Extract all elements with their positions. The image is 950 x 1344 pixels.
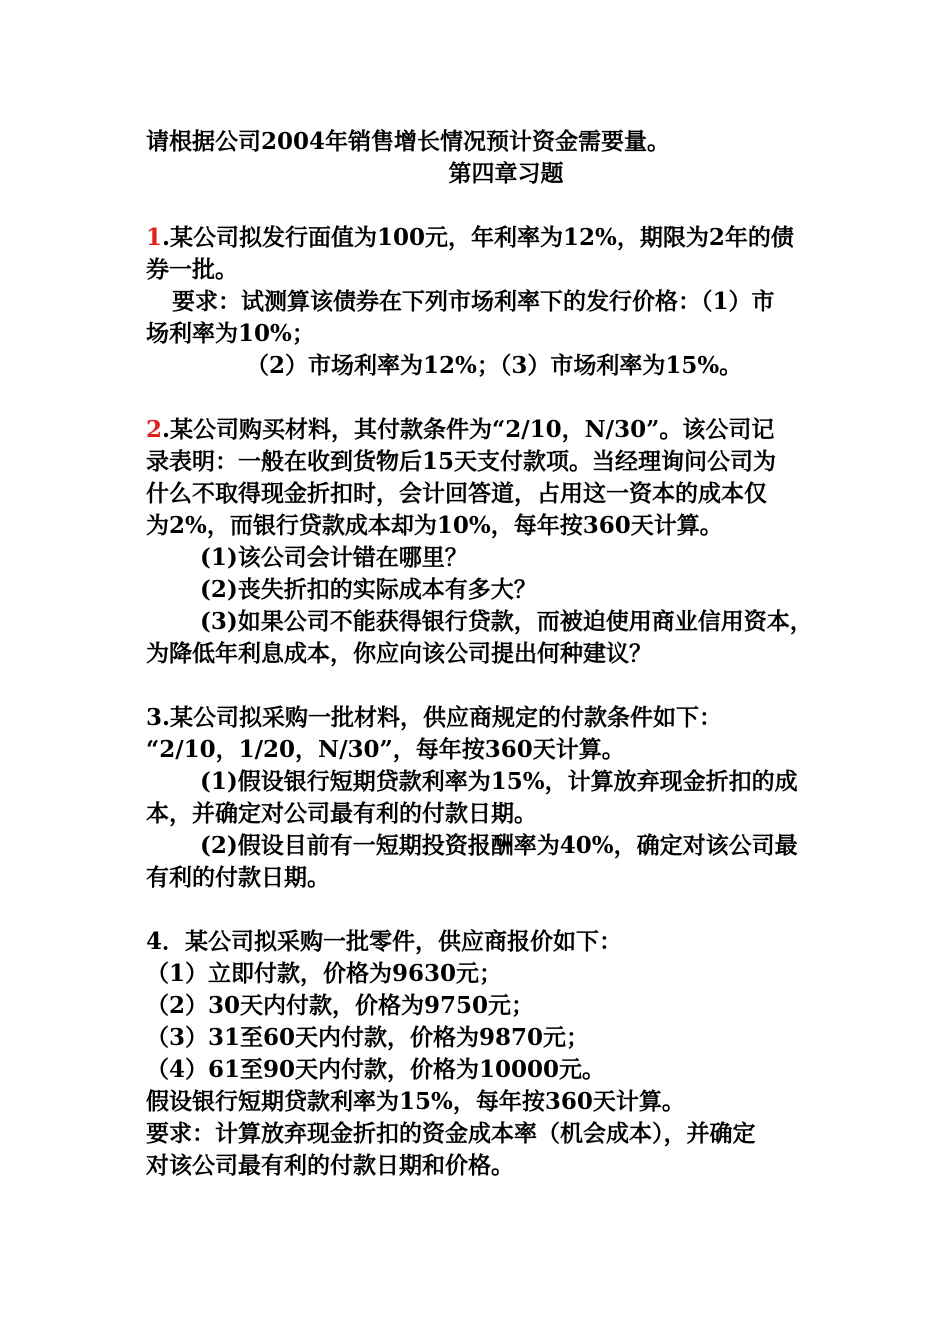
q1-line-3: 要求：试测算该债券在下列市场利率下的发行价格：（1）市 xyxy=(172,288,775,315)
q2-number: 2 xyxy=(146,416,163,443)
q3-line-5: (2)假设目前有一短期投资报酬率为40%，确定对该公司最 xyxy=(200,832,798,859)
q3-line-6: 有利的付款日期。 xyxy=(146,864,330,891)
q3-line-1: 3.某公司拟采购一批材料，供应商规定的付款条件如下： xyxy=(146,704,723,731)
q1-line-2: 券一批。 xyxy=(146,256,238,283)
q3-line-3: (1)假设银行短期贷款利率为15%，计算放弃现金折扣的成 xyxy=(200,768,798,795)
q1-line-4: 场利率为10%； xyxy=(146,320,315,347)
q4-line-2: （1）立即付款，价格为9630元； xyxy=(146,960,503,987)
q4-line-4: （3）31至60天内付款，价格为9870元； xyxy=(146,1024,590,1051)
spacer xyxy=(146,190,866,222)
q1-number: 1 xyxy=(146,224,163,251)
q4-line-5: （4）61至90天内付款，价格为10000元。 xyxy=(146,1056,606,1083)
q4-line-7: 要求：计算放弃现金折扣的资金成本率（机会成本），并确定 xyxy=(146,1120,756,1147)
q4-line-3: （2）30天内付款，价格为9750元； xyxy=(146,992,535,1019)
q2-line-2: 录表明：一般在收到货物后15天支付款项。当经理询问公司为 xyxy=(146,448,777,475)
q2-text-1: .某公司购买材料，其付款条件为“2/10，N/30”。该公司记 xyxy=(162,416,775,443)
spacer xyxy=(146,670,866,702)
q4-line-1: 4．某公司拟采购一批零件，供应商报价如下： xyxy=(146,928,623,955)
q2-line-4: 为2%，而银行贷款成本却为10%，每年按360天计算。 xyxy=(146,512,723,539)
q4-line-6: 假设银行短期贷款利率为15%，每年按360天计算。 xyxy=(146,1088,685,1115)
q1-line-1 xyxy=(146,222,866,254)
q1-line-5: （2）市场利率为12%；（3）市场利率为15%。 xyxy=(246,352,743,379)
q3-line-2: “2/10，1/20，N/30”，每年按360天计算。 xyxy=(146,736,625,763)
q2-line-1 xyxy=(146,414,866,446)
spacer xyxy=(146,894,866,926)
intro-line: 请根据公司2004年销售增长情况预计资金需要量。 xyxy=(146,128,671,155)
q2-line-7: (3)如果公司不能获得银行贷款，而被迫使用商业信用资本， xyxy=(200,608,813,635)
q2-line-5: (1)该公司会计错在哪里？ xyxy=(200,544,468,571)
q3-line-4: 本，并确定对公司最有利的付款日期。 xyxy=(146,800,537,827)
q1-text-1: .某公司拟发行面值为100元，年利率为12%，期限为2年的债 xyxy=(162,224,794,251)
q2-line-6: (2)丧失折扣的实际成本有多大？ xyxy=(200,576,537,603)
spacer xyxy=(146,382,866,414)
q2-line-3: 什么不取得现金折扣时，会计回答道，占用这一资本的成本仅 xyxy=(146,480,767,507)
chapter-title: 第四章习题 xyxy=(448,160,564,187)
q2-line-8: 为降低年利息成本，你应向该公司提出何种建议？ xyxy=(146,640,652,667)
document-page xyxy=(146,126,866,1182)
q4-line-8: 对该公司最有利的付款日期和价格。 xyxy=(146,1152,514,1179)
